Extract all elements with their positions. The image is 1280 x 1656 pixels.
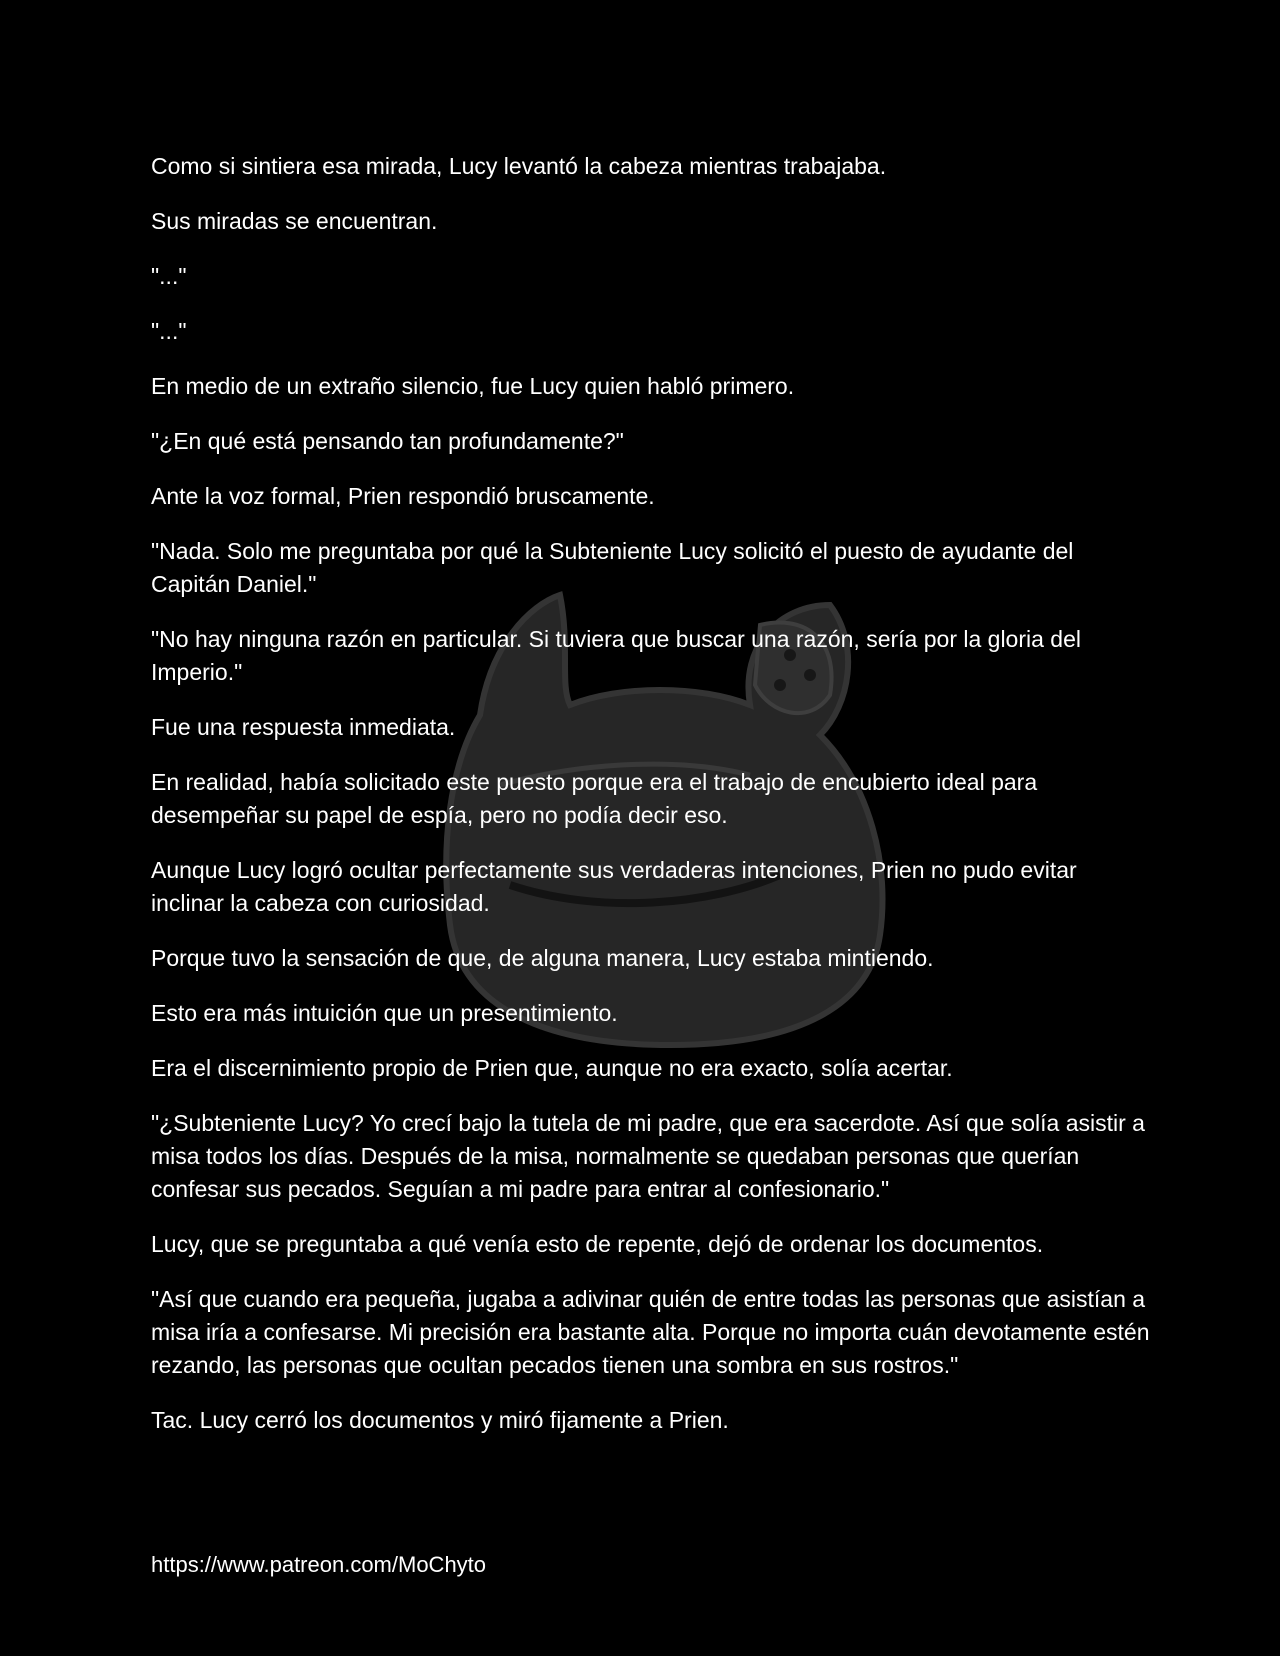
paragraph: Lucy, que se preguntaba a qué venía esto de repente, dejó de ordenar los documentos. <box>151 1231 1044 1257</box>
paragraph: "..." <box>151 263 187 289</box>
paragraph: Fue una respuesta inmediata. <box>151 714 456 740</box>
paragraph: Esto era más intuición que un presentimiento. <box>151 1000 618 1026</box>
paragraph: "¿Subteniente Lucy? Yo crecí bajo la tutela de mi padre, que era sacerdote. Así que solía asistir a misa todos los días. Después de la misa, normalmente se quedaban personas que querían confesar sus pecados. Seguían a mi padre para entrar al confesionario." <box>151 1110 1145 1202</box>
paragraph: "Así que cuando era pequeña, jugaba a adivinar quién de entre todas las personas que asistían a misa iría a confesarse. Mi precisión era bastante alta. Porque no importa cuán devotamente estén rezando, las personas que ocultan pecados tienen una sombra en sus rostros." <box>151 1286 1150 1378</box>
paragraph: "¿En qué está pensando tan profundamente?" <box>151 428 624 454</box>
paragraph: Ante la voz formal, Prien respondió bruscamente. <box>151 483 655 509</box>
paragraph: En medio de un extraño silencio, fue Lucy quien habló primero. <box>151 373 795 399</box>
paragraph: En realidad, había solicitado este puesto porque era el trabajo de encubierto ideal para desempeñar su papel de espía, pero no podía decir eso. <box>151 769 1038 828</box>
paragraph: Aunque Lucy logró ocultar perfectamente sus verdaderas intenciones, Prien no pudo evitar inclinar la cabeza con curiosidad. <box>151 857 1077 916</box>
paragraph: Tac. Lucy cerró los documentos y miró fijamente a Prien. <box>151 1407 729 1433</box>
paragraph: "..." <box>151 318 187 344</box>
paragraph: Sus miradas se encuentran. <box>151 208 438 234</box>
paragraph: "Nada. Solo me preguntaba por qué la Subteniente Lucy solicitó el puesto de ayudante del Capitán Daniel." <box>151 538 1074 597</box>
paragraph: Como si sintiera esa mirada, Lucy levantó la cabeza mientras trabajaba. <box>151 153 887 179</box>
paragraph: Era el discernimiento propio de Prien que, aunque no era exacto, solía acertar. <box>151 1055 953 1081</box>
patreon-link[interactable]: https://www.patreon.com/MoChyto <box>151 1552 487 1577</box>
chapter-text <box>151 150 1151 1459</box>
paragraph: Porque tuvo la sensación de que, de alguna manera, Lucy estaba mintiendo. <box>151 945 934 971</box>
paragraph: "No hay ninguna razón en particular. Si tuviera que buscar una razón, sería por la gloria del Imperio." <box>151 626 1081 685</box>
